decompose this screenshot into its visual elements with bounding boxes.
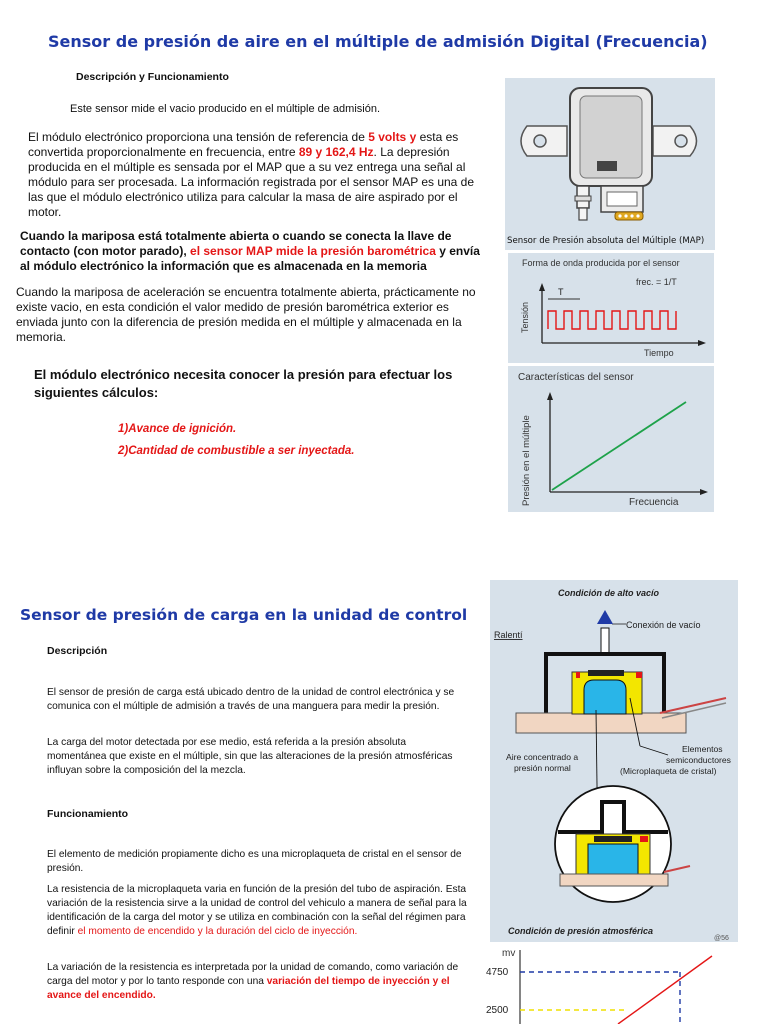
normal-pressure-label-line1: Aire concentrado a	[506, 752, 579, 762]
waveform-signal	[548, 311, 676, 329]
characteristic-chart	[508, 366, 714, 512]
semiconductor-label-line2: semiconductores	[666, 755, 731, 765]
voltage-tick-mid: 2500	[486, 1005, 509, 1016]
semiconductor-label-line3: (Microplaqueta de cristal)	[620, 766, 717, 776]
section2-title: Sensor de presión de carga en la unidad de control	[20, 606, 468, 624]
characteristic-title: Características del sensor	[518, 372, 634, 383]
section1-title: Sensor de presión de aire en el múltiple de admisión Digital (Frecuencia)	[48, 32, 708, 51]
functioning-paragraph-1: El elemento de medición propiamente dicho es una microplaqueta de cristal en el sensor de presión.	[47, 849, 462, 874]
vacuum-connection-label: Conexión de vacío	[626, 620, 701, 630]
calc-item-2: 2)Cantidad de combustible a ser inyectada.	[118, 445, 355, 457]
voltage-unit-label: mv	[502, 948, 516, 959]
section1-paragraph-2: Cuando la mariposa está totalmente abierta o cuando se conecta la llave de contacto (con motor parado), el sensor MAP mide la presión barométrica y envía al módulo electrónico la información que es almacenada en la memoria	[20, 229, 480, 273]
section1-paragraph-1: El módulo electrónico proporciona una tensión de referencia de 5 volts y esta es convertida proporcionalmente en frecuencia, entre 89 y 162,4 Hz. La depresión producida en el múltiple es sensada por el MAP que a su vez entrega una señal al módulo para ser procesada. La información registrada por el sensor MAP es una de las que el módulo electrónico utiliza para calcular la masa de aire aspirado por el motor.	[28, 130, 475, 219]
voltage-line	[618, 956, 712, 1024]
characteristic-y-arrow	[547, 392, 553, 400]
characteristic-x-label: Frecuencia	[629, 497, 679, 508]
waveform-period-label: T	[558, 287, 564, 297]
calc-item-1: 1)Avance de ignición.	[118, 423, 237, 435]
calc-text: El módulo electrónico necesita conocer la presión para efectuar los siguientes cálculos:	[34, 367, 453, 400]
pressure-sensor-illustration	[490, 580, 738, 942]
section1-subtitle: Descripción y Funcionamiento	[76, 71, 229, 83]
idle-label: Ralentí	[494, 630, 523, 640]
semiconductor-label-line1: Elementos	[682, 744, 723, 754]
waveform-chart	[508, 253, 714, 363]
map-sensor-illustration	[505, 78, 715, 250]
functioning-paragraph-2: La resistencia de la microplaqueta varia en función de la presión del tubo de aspiración. Esta variación de la resistencia sirve a la unidad de control del vehiculo a manera de señal para la identificación de la carga del motor y se utiliza en combinación con la señal del régimen para definir el momento de encendido y la duración del ciclo de inyección.	[47, 884, 467, 937]
atmospheric-pressure-label: Condición de presión atmosférica	[508, 926, 654, 936]
map-sensor-caption: Sensor de Presión absoluta del Múltiple (MAP)	[507, 236, 705, 246]
description-heading: Descripción	[47, 645, 108, 657]
description-paragraph-1: El sensor de presión de carga está ubicado dentro de la unidad de control electrónica y se comunica con el múltiple de admisión a través de una manguera para medir la presión.	[47, 687, 455, 712]
description-paragraph-2: La carga del motor detectada por ese medio, está referida a la presión absoluta momentánea que existe en el múltiple, sin que las alteraciones de la presión atmosféricas influyan sobre la composición del la mezcla.	[47, 737, 453, 776]
map-sensor-figure	[505, 78, 715, 250]
characteristic-figure	[508, 366, 714, 512]
characteristic-y-label: Presión en el múltiple	[521, 415, 532, 506]
voltage-graph-chart	[470, 944, 768, 1024]
voltage-graph	[470, 944, 768, 1024]
waveform-frequency-label: frec. = 1/T	[636, 277, 677, 287]
waveform-y-arrow	[539, 283, 545, 291]
characteristic-line	[552, 402, 686, 490]
section1-paragraph-3: Cuando la mariposa de aceleración se encuentra totalmente abierta, prácticamente no existe vacio, en esta condición el valor medido de presión barométrica exterior es enviada junto con la diferencia de presión medida en el múltiple y almacenada en la memoria.	[16, 285, 476, 344]
waveform-x-arrow	[698, 340, 706, 346]
waveform-x-label: Tiempo	[644, 348, 674, 358]
characteristic-x-arrow	[700, 489, 708, 495]
pressure-sensor-diagram	[490, 580, 738, 942]
waveform-y-label: Tensión	[520, 301, 530, 333]
diagram-corner-mark: @56	[714, 935, 729, 942]
voltage-tick-high: 4750	[486, 967, 509, 978]
high-vacuum-label: Condición de alto vacío	[558, 588, 660, 598]
waveform-figure	[508, 253, 714, 363]
vacuum-arrow-icon	[597, 610, 613, 624]
functioning-heading: Funcionamiento	[47, 808, 129, 820]
waveform-title: Forma de onda producida por el sensor	[522, 258, 680, 268]
functioning-paragraph-3: La variación de la resistencia es interpretada por la unidad de comando, como variación de carga del motor y por lo tanto responde con una variación del tiempo de inyección y el avance del encendido.	[47, 962, 459, 1001]
section1-intro: Este sensor mide el vacio producido en el múltiple de admisión.	[70, 103, 380, 115]
normal-pressure-label-line2: presión normal	[514, 763, 571, 773]
